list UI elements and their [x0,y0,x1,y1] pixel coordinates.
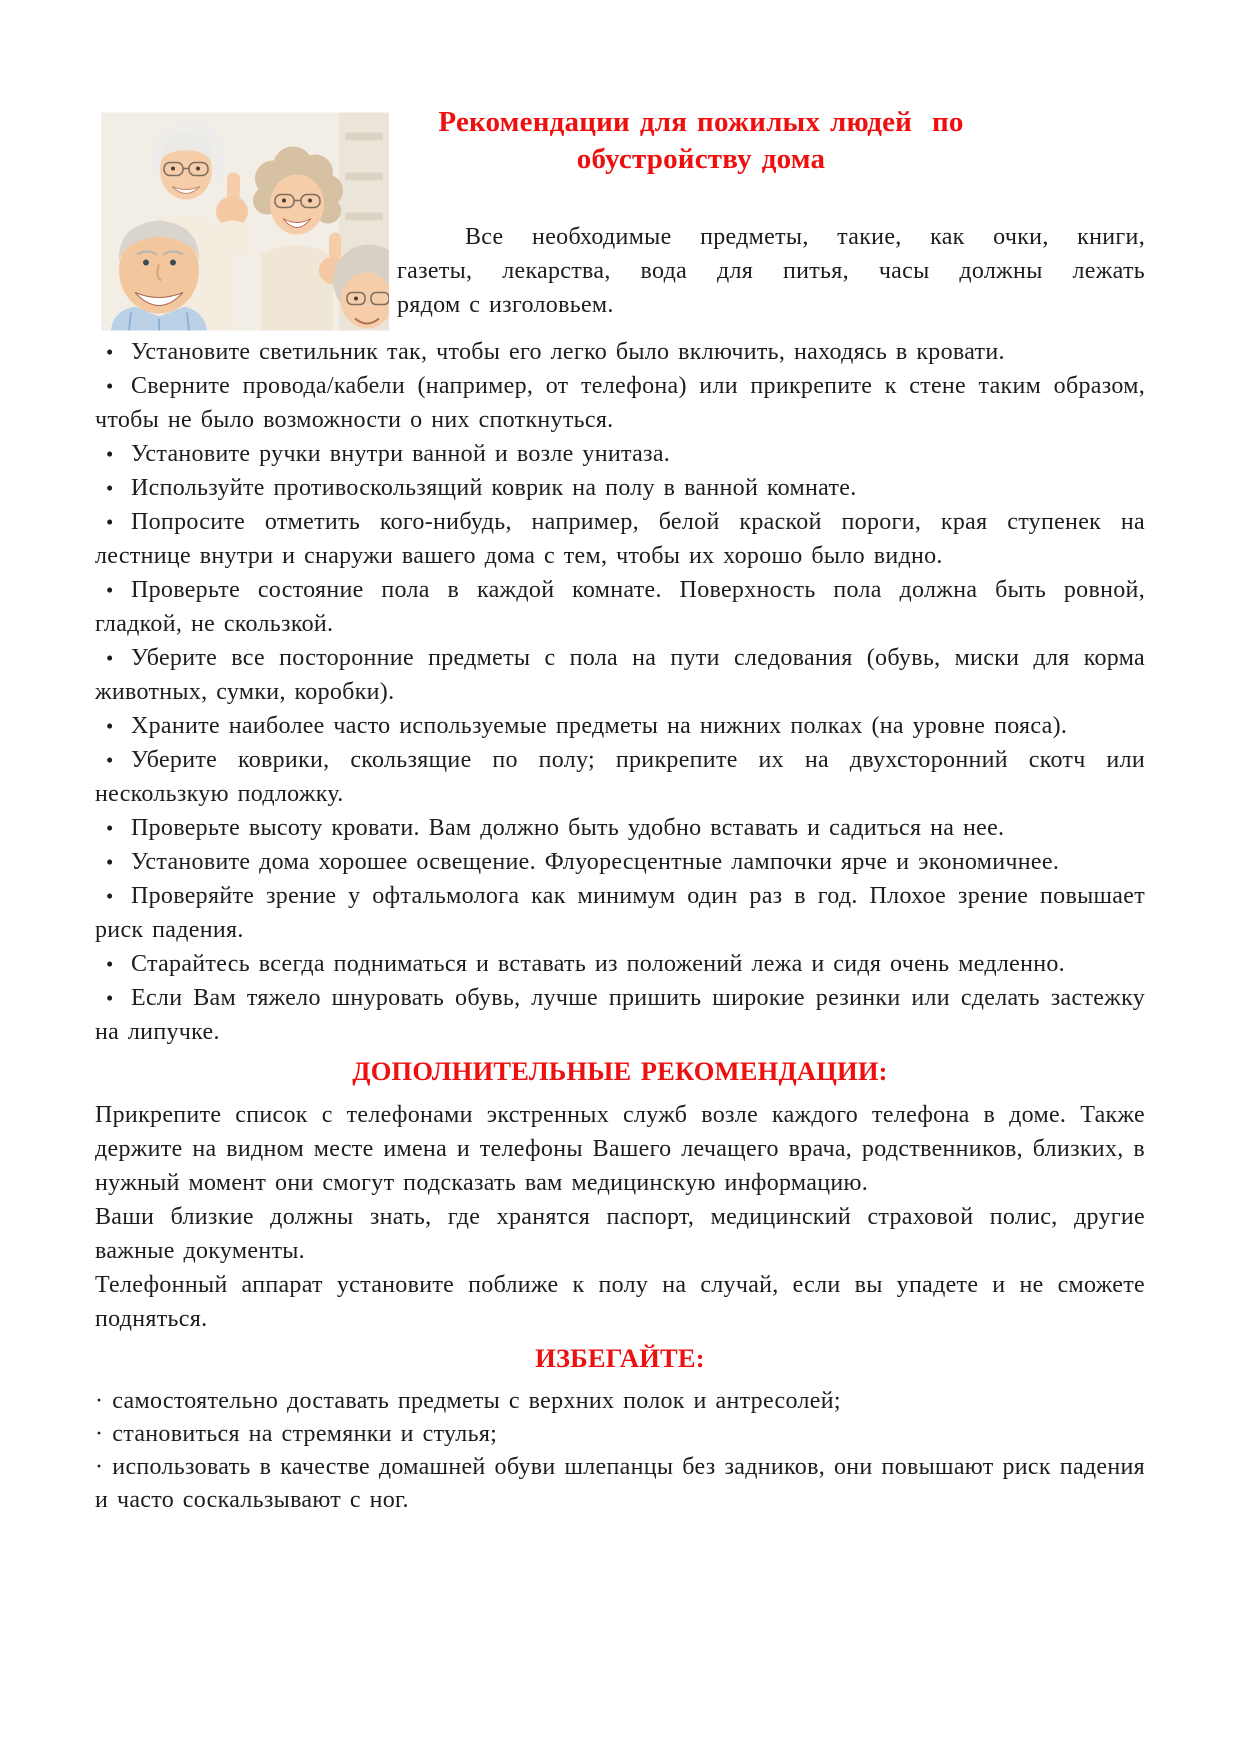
additional-paragraphs [95,1098,1145,1336]
recommendation-text: Установите дома хорошее освещение. Флуоресцентные лампочки ярче и экономичнее. [131,849,1060,875]
bullet-icon: • [106,340,114,364]
bullet-icon: • [106,748,114,772]
intro-line: газеты, лекарства, вода для питья, часы должны лежать [397,258,1145,284]
additional-paragraph: Телефонный аппарат установите поближе к полу на случай, если вы упадете и не сможете подняться. [95,1272,1145,1332]
avoid-item [95,1451,1145,1517]
recommendation-text: Сверните провода/кабели (например, от телефона) или прикрепите к стене таким образом, чтобы не было возможности о них споткнуться. [95,373,1145,433]
bullet-icon: • [106,476,114,500]
recommendation-text: Старайтесь всегда подниматься и вставать из положений лежа и сидя очень медленно. [131,951,1065,977]
recommendation-item [95,743,1145,811]
avoid-text: использовать в качестве домашней обуви шлепанцы без задников, они повышают риск падения и часто соскальзывают с ног. [95,1454,1145,1513]
recommendation-item [95,641,1145,709]
dot-marker-icon: · [95,1454,104,1480]
recommendation-item [95,505,1145,573]
bullet-icon: • [106,952,114,976]
bullet-icon: • [106,884,114,908]
bullet-icon: • [106,850,114,874]
avoid-text: становиться на стремянки и стулья; [112,1421,498,1447]
bullet-icon: • [106,646,114,670]
recommendation-item [95,709,1145,743]
recommendation-text: Проверьте высоту кровати. Вам должно быть удобно вставать и садиться на нее. [131,815,1005,841]
recommendation-item [95,981,1145,1049]
recommendation-item [95,437,1145,471]
recommendation-text: Попросите отметить кого-нибудь, например, белой краской пороги, края ступенек на лестнице внутри и снаружи вашего дома с тем, чтобы их хорошо было видно. [95,509,1145,569]
bullet-icon: • [106,816,114,840]
title-line-1: Рекомендации для пожилых людей по [438,106,964,138]
elderly-people-photo [101,112,389,331]
recommendation-item [95,573,1145,641]
dot-marker-icon: · [95,1388,104,1414]
additional-paragraph: Ваши близкие должны знать, где хранятся паспорт, медицинский страховой полис, другие важные документы. [95,1204,1145,1264]
additional-paragraph: Прикрепите список с телефонами экстренных служб возле каждого телефона в доме. Также держите на видном месте имена и телефоны Вашего лечащего врача, родственников, близких, в нужный момент они смогут подсказать вам медицинскую информацию. [95,1102,1145,1196]
recommendation-text: Храните наиболее часто используемые предметы на нижних полках (на уровне пояса). [131,713,1068,739]
intro-line: Все необходимые предметы, такие, как очки, книги, [465,224,1145,250]
bullet-icon: • [106,986,114,1010]
recommendation-item [95,471,1145,505]
dot-marker-icon: · [95,1421,104,1447]
intro-line: рядом с изголовьем. [397,292,614,318]
recommendation-item [95,947,1145,981]
recommendation-item [95,811,1145,845]
bullet-icon: • [106,510,114,534]
recommendation-text: Установите светильник так, чтобы его легко было включить, находясь в кровати. [131,339,1005,365]
recommendations-list [95,331,1145,1049]
bullet-icon: • [106,374,114,398]
avoid-heading: ИЗБЕГАЙТЕ: [535,1343,705,1373]
header-section [95,104,1145,322]
recommendation-text: Используйте противоскользящий коврик на полу в ванной комнате. [131,475,857,501]
recommendation-item [95,879,1145,947]
recommendation-text: Уберите все посторонние предметы с пола на пути следования (обувь, миски для корма животных, сумки, коробки). [95,645,1145,705]
recommendation-text: Если Вам тяжело шнуровать обувь, лучше пришить широкие резинки или сделать застежку на липучке. [95,985,1145,1045]
bullet-icon: • [106,578,114,602]
recommendation-text: Проверьте состояние пола в каждой комнате. Поверхность пола должна быть ровной, гладкой, не скользкой. [95,577,1145,637]
avoid-item [95,1385,1145,1418]
additional-recommendations-heading: ДОПОЛНИТЕЛЬНЫЕ РЕКОМЕНДАЦИИ: [352,1056,888,1086]
bullet-icon: • [106,442,114,466]
recommendation-text: Установите ручки внутри ванной и возле унитаза. [131,441,671,467]
recommendation-text: Проверяйте зрение у офтальмолога как минимум один раз в год. Плохое зрение повышает риск падения. [95,883,1145,943]
bullet-icon: • [106,714,114,738]
recommendation-item [95,845,1145,879]
title-line-2: обустройству дома [576,143,826,175]
photo-frame [101,112,389,331]
avoid-item [95,1418,1145,1451]
recommendation-item [95,369,1145,437]
recommendation-item [95,335,1145,369]
avoid-text: самостоятельно доставать предметы с верхних полок и антресолей; [112,1388,841,1414]
avoid-list [95,1385,1145,1517]
recommendation-text: Уберите коврики, скользящие по полу; прикрепите их на двухсторонний скотч или нескользкую подложку. [95,747,1145,807]
